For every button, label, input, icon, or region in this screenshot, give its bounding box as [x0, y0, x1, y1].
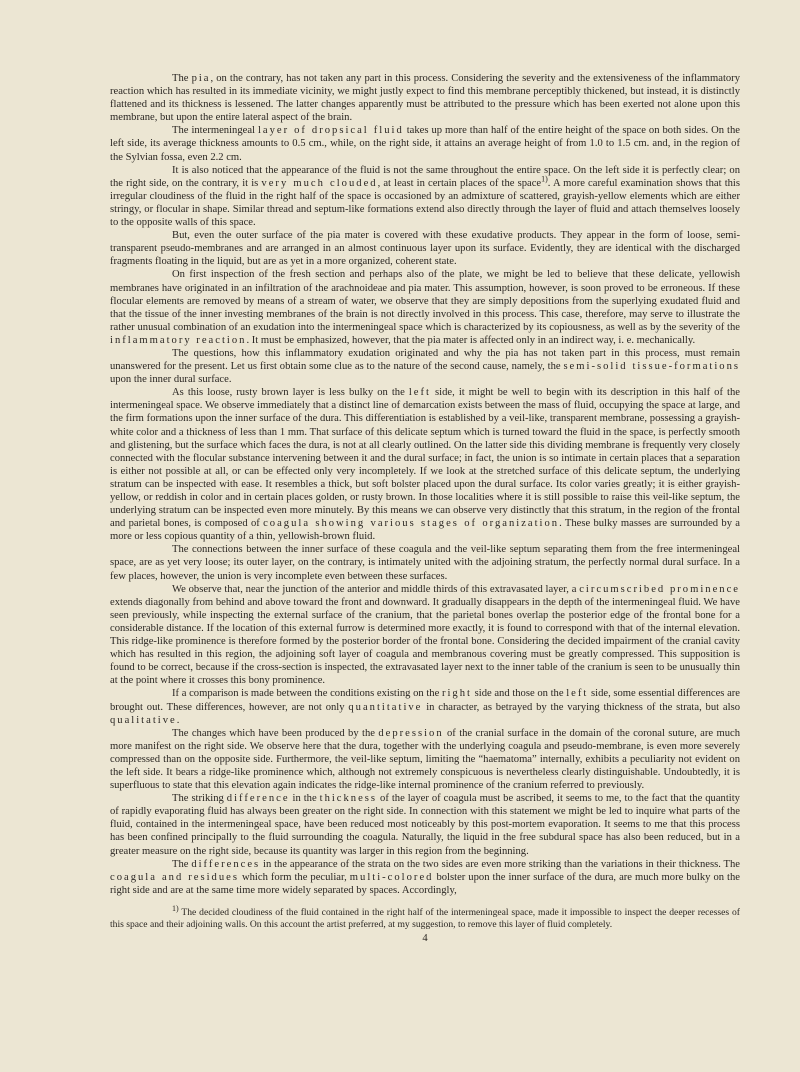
paragraph — [110, 229, 740, 268]
text-run: bolster upon the inner surface of the dura, are much more bulky on the right side and are at the same time more widely separated by spaces. Accordingly, — [110, 871, 741, 896]
emphasized-text: differences — [191, 858, 261, 870]
footnote-reference: 1) — [541, 174, 548, 184]
text-run: , on the contrary, has not taken any part in this process. Considering the severity and the extensiveness of the inflammatory reaction which has resulted in its immediate vicinity, we might justly expect to find this membrane perceptibly thickened, but instead, it is distinctly flattened and its thickness is lessened. The latter changes apparently must be attributed to the pressure which has been exerted not alone upon this membrane, but upon the entire lateral aspect of the brain. — [110, 73, 741, 124]
emphasized-text: qualitative — [110, 714, 177, 726]
emphasized-text: inflammatory reaction — [110, 334, 247, 346]
emphasized-text: left — [566, 688, 589, 700]
text-run: It is also noticed that the appearance of the fluid is not the same throughout the entire space. On the left side it is perfectly clear; on the right side, on the contrary, it is — [110, 164, 740, 189]
paragraph — [110, 543, 740, 582]
text-run: . It must be emphasized, however, that the pia mater is affected only in an indirect way, i. e. mechanically. — [246, 334, 696, 346]
paragraph — [110, 792, 740, 857]
paragraph — [110, 268, 740, 347]
text-run: in character, as betrayed by the varying thickness of the strata, but also — [422, 701, 740, 713]
text-run: The striking — [172, 793, 227, 805]
text-run: We observe that, near the junction of the anterior and middle thirds of this extravasated layer, a — [172, 583, 580, 595]
text-run: , at least in certain places of the space — [377, 177, 542, 189]
text-run: The connections between the inner surface of these coagula and the veil-like septum separating them from the free intermeningeal space, are as yet very loose; its outer layer, on the contrary, is intimately united with the adjoining stratum, the perfectly normal dural surface. In a few places, however, the union is very incomplete even between these surfaces. — [110, 544, 740, 582]
paragraph — [110, 583, 740, 688]
text-run: of the cranial surface in the domain of the coronal suture, are much more manifest on the right side. We observe here that the dura, together with the underlying coagula and pseudo-membrane, is even more severely compressed than on the opposite side. Furthermore, the veil-like septum, limiting the “haematoma” internally, exhibits a peculiarity not evident on the left side. It bears a ridge-like prominence which, although not extremely conspicuous is nevertheless clearly distinguishable. Undoubtedly, it is superfluous to state that this elevation again indicates the ridge-like internal prominence of the cranium referred to previously. — [110, 727, 740, 792]
text-run: The — [172, 858, 192, 870]
text-run: upon the inner dural surface. — [110, 374, 232, 386]
text-run: extends diagonally from behind and above toward the front and downward. It gradually disappears in the depth of the intermeningeal fluid. We have seen previously, while inspecting the external surface of the cranium, that the parietal bones overlap the posterior edge of the frontal bone for a considerable distance. If the location of this external furrow is determined more exactly, it is found to correspond with that of the internal elevation. This ridge-like prominence is therefore formed by the posterior border of the frontal bone. Considering the decided impairment of the cranial cavity which has resulted in this region, the adjoining soft layer of coagula and membranous covering must be greatly compressed. This supposition is found to be correct, because if the cross-section is inspected, the extravasated layer next to the inner table of the cranium is seen to be unusually thin at the point where it crosses this bony prominence. — [110, 596, 740, 687]
text-run: side, some essential differences are brought out. These differences, however, are not only — [110, 688, 741, 713]
text-run: takes up more than half of the entire height of the space on both sides. On the left side, its average thickness amounts to 0.5 cm., while, on the right side, it attains an average height of from 1.0 to 1.5 cm. and, in the region of the Sylvian fossa, even 2.2 cm. — [110, 125, 740, 163]
emphasized-text: circumscribed prominence — [579, 583, 740, 595]
paragraph — [110, 347, 740, 386]
page-number: 4 — [422, 932, 428, 944]
emphasized-text: left — [408, 387, 431, 399]
text-run: in the appearance of the strata on the two sides are even more striking than the variations in their thickness. The — [260, 858, 740, 870]
emphasized-text: thickness — [319, 793, 378, 805]
emphasized-text: pia — [191, 73, 211, 84]
text-run: . These bulky masses are surrounded by a more or less copious quantity of a thin, yellowish-brown fluid. — [110, 518, 740, 543]
text-run: . A more careful examination shows that this irregular cloudiness of the fluid in the right half of the space is occasioned by an admixture of scattered, grayish-yellow elements which are either stringy, or flocular in shape. Similar thread and septum-like formations extend also directly through the layer of fluid and attach themselves loosely to the opposite walls of this space. — [110, 177, 741, 229]
text-run: which form the peculiar, — [238, 871, 350, 883]
text-run: in the — [289, 793, 320, 805]
emphasized-text: depression — [378, 727, 444, 739]
emphasized-text: semi-solid tissue-formations — [563, 361, 740, 373]
body-text — [110, 72, 740, 897]
text-run: The questions, how this inflammatory exudation originated and why the pia has not taken part in this process, must remain unanswered for the present. Let us first obtain some clue as to the nature of the second cause, namely, the — [110, 347, 740, 373]
paragraph — [110, 164, 740, 229]
footnote-marker: 1) — [172, 903, 179, 913]
paragraph — [110, 72, 740, 124]
text-run: side and those on the — [471, 688, 567, 700]
text-run: The — [172, 73, 192, 84]
text-run: If a comparison is made between the conditions existing on the — [172, 688, 442, 700]
emphasized-text: quantitative — [348, 701, 423, 713]
emphasized-text: coagula and residues — [110, 871, 239, 883]
text-run: The changes which have been produced by the — [172, 727, 379, 739]
paragraph — [110, 687, 740, 726]
text-run: But, even the outer surface of the pia mater is covered with these exudative products. They appear in the form of loose, semi-transparent pseudo-membranes and are arranged in an almost continuous layer upon its surface. Evidently, they are identical with the discharged fragments floating in the liquid, but are as yet in a more organized, coherent state. — [110, 230, 740, 268]
footnote-section — [110, 903, 740, 931]
text-run: of the layer of coagula must be ascribed, it seems to me, to the fact that the quantity of rapidly evaporating fluid has always been greater on the right side. In connection with this statement we might be led to inquire what parts of the fluid, contained in the intermeningeal space, have been reduced most noticeably by this post-mortem evaporation. It seems to me that this process has been confined principally to the fluid surrounding the coagula. Naturally, the liquid in the free subdural space has also been reduced, but in a greater measure on the right side, because its quantity was larger in this region from the beginning. — [110, 793, 740, 857]
emphasized-text: very much clouded — [261, 177, 378, 189]
text-run: side, it might be well to begin with its description in this half of the intermeningeal space. We observe immediately that a distinct line of demarcation exists between the mass of fluid, occupying the space at large, and the firm formations upon the inner surface of the dura. This differentiation is established by a veil-like, transparent membrane, possessing a grayish-white color and a thickness of less than 1 mm. That surface of this delicate septum which is turned toward the fluid in the space, is perfectly smooth and glistening, but the surface which faces the dura, is not at all clearly outlined. On the latter side this dividing membrane is frequently very closely connected with the flocular substance intervening between it and the dural surface; in fact, the union is so intimate in certain places that a separation is either not possible at all, or can be effected only very incompletely. If we look at the stretched surface of this delicate septum, the underlying stratum can be inspected with ease. It resembles a thick, but soft bolster placed upon the dural surface. Its color varies greatly; it is either grayish-yellow, or reddish in color and in certain places golden, or rusty brown. In those localities where it is still possible to raise this veil-like septum, the underlying stratum can be inspected even more minutely. By this means we can observe very distinctly that this stratum, in the region of the frontal and parietal bones, is composed of — [110, 387, 740, 530]
emphasized-text: coagula showing various stages of organization — [263, 518, 560, 530]
paragraph — [110, 386, 740, 543]
paragraph — [110, 124, 740, 163]
footnote — [110, 903, 740, 931]
emphasized-text: multi-colored — [349, 871, 434, 883]
text-run: On first inspection of the fresh section and perhaps also of the plate, we might be led to believe that these delicate, yellowish membranes have originated in an infiltration of the arachnoideae and pia mater. This assumption, however, is soon proved to be erroneous. If these flocular elements are removed by means of a stream of water, we observe that they are simply depositions from the superlying exudated fluid and that the tissue of the inner investing membranes of the brain is not directly involved in this process. This case, therefore, may serve to illustrate the rather unusual combination of an exudation into the intermeningeal space which is characterized by its copiousness, as well as by the severity of the — [110, 269, 740, 333]
footnote-text: The decided cloudiness of the fluid contained in the right half of the intermeningeal space, made it impossible to inspect the deeper recesses of this space and their adjoining walls. On this account the artist preferred, at my suggestion, to remove this layer of fluid completely. — [110, 906, 740, 930]
emphasized-text: layer of dropsical fluid — [257, 125, 404, 137]
emphasized-text: difference — [226, 793, 290, 805]
text-run: The intermeningeal — [172, 125, 258, 137]
paragraph — [110, 858, 740, 897]
paragraph — [110, 727, 740, 792]
emphasized-text: right — [441, 688, 472, 700]
text-run: . — [176, 714, 180, 726]
text-run: As this loose, rusty brown layer is less bulky on the — [172, 387, 409, 399]
